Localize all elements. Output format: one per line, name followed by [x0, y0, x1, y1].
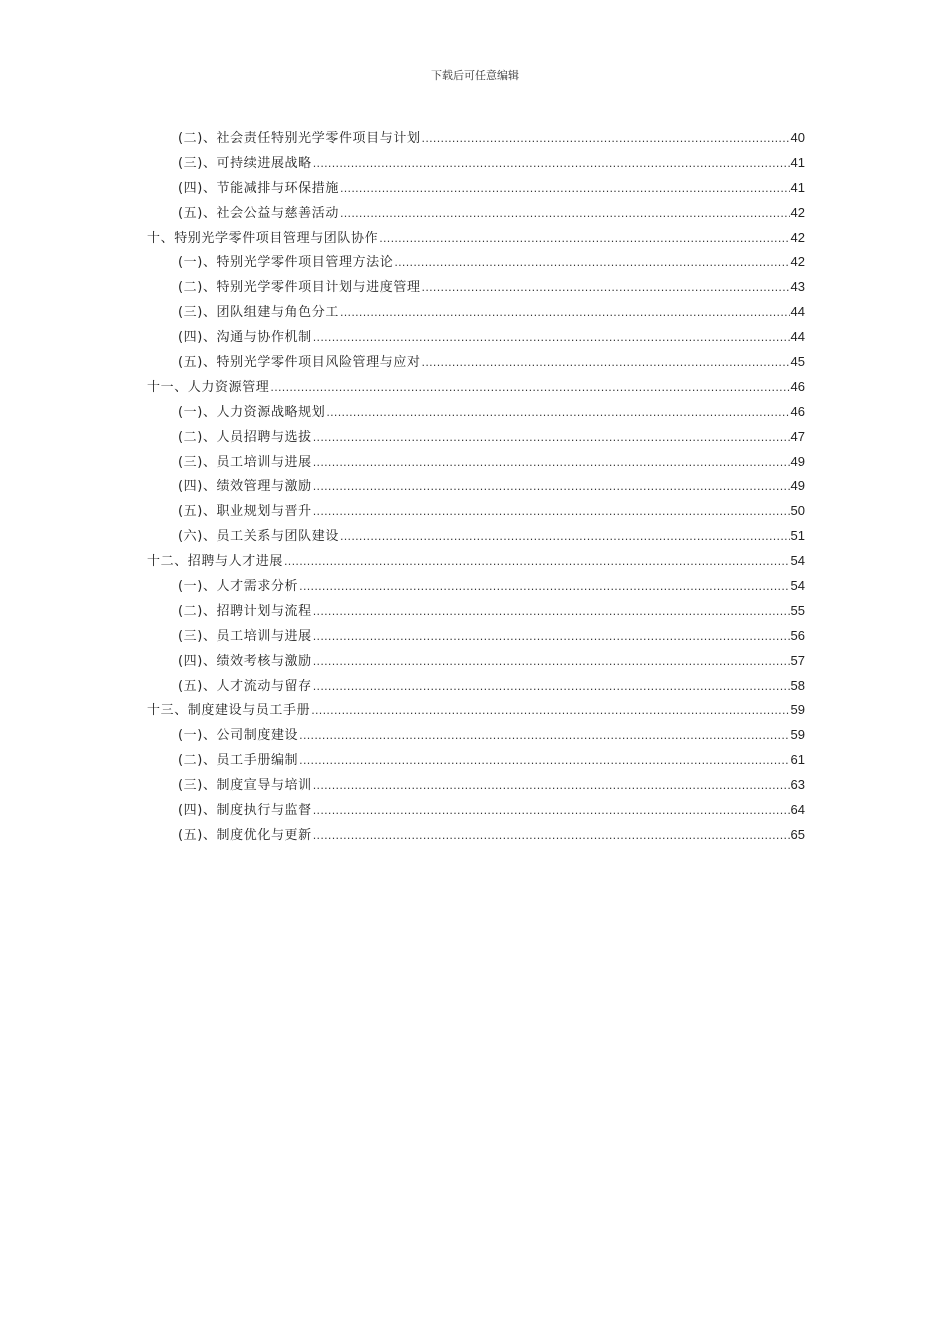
- toc-section-entry[interactable]: [147, 126, 805, 151]
- toc-page-number: 57: [790, 652, 805, 668]
- toc-entry-label: (二)、人员招聘与选拔: [178, 429, 312, 445]
- toc-section-entry[interactable]: [147, 624, 805, 649]
- toc-section-entry[interactable]: [147, 574, 805, 599]
- toc-page-number: 59: [790, 727, 805, 743]
- toc-dot-leader: [340, 202, 790, 227]
- toc-section-entry[interactable]: [147, 474, 805, 499]
- table-of-contents: [147, 126, 805, 848]
- toc-dot-leader: [313, 774, 790, 799]
- toc-entry-label: (二)、招聘计划与流程: [178, 603, 312, 619]
- toc-page-number: 55: [790, 602, 805, 618]
- toc-entry-label: (二)、社会责任特别光学零件项目与计划: [178, 131, 421, 146]
- toc-section-entry[interactable]: [147, 250, 805, 275]
- toc-dot-leader: [313, 475, 790, 500]
- page-header: 下载后可任意编辑: [431, 69, 519, 82]
- toc-page-number: 47: [790, 428, 805, 444]
- toc-entry-label: (四)、绩效考核与激励: [178, 653, 312, 669]
- toc-entry-label: 十二、招聘与人才进展: [147, 554, 284, 570]
- toc-dot-leader: [340, 301, 790, 326]
- toc-dot-leader: [340, 525, 790, 550]
- toc-dot-leader: [394, 251, 789, 276]
- toc-section-entry[interactable]: [147, 674, 805, 699]
- toc-section-entry[interactable]: [147, 350, 805, 375]
- toc-dot-leader: [313, 326, 790, 351]
- toc-page-number: 56: [790, 627, 805, 643]
- toc-page-number: 44: [790, 329, 805, 345]
- toc-entry-label: (五)、特别光学零件项目风险管理与应对: [178, 355, 421, 371]
- toc-dot-leader: [299, 575, 789, 600]
- toc-page-number: 43: [790, 279, 805, 295]
- toc-section-entry[interactable]: [147, 798, 805, 823]
- toc-entry-label: (四)、制度执行与监督: [178, 803, 312, 819]
- toc-section-entry[interactable]: [147, 275, 805, 300]
- toc-page-number: 49: [790, 453, 805, 469]
- toc-page-number: 58: [790, 677, 805, 693]
- toc-chapter-entry[interactable]: [147, 226, 805, 251]
- toc-page-number: 45: [790, 354, 805, 370]
- toc-chapter-entry[interactable]: [147, 549, 805, 574]
- toc-page-number: 54: [790, 553, 805, 569]
- toc-entry-label: (五)、制度优化与更新: [178, 827, 312, 843]
- toc-dot-leader: [313, 799, 790, 824]
- toc-entry-label: (四)、节能减排与环保措施: [178, 180, 339, 196]
- toc-section-entry[interactable]: [147, 400, 805, 425]
- toc-page-number: 42: [790, 229, 805, 245]
- toc-page-number: 54: [790, 578, 805, 594]
- toc-entry-label: (二)、员工手册编制: [178, 753, 299, 769]
- toc-dot-leader: [299, 749, 789, 774]
- toc-page-number: 64: [790, 802, 805, 818]
- toc-dot-leader: [340, 177, 790, 202]
- toc-entry-label: (一)、人才需求分析: [178, 579, 299, 595]
- toc-page-number: 49: [790, 478, 805, 494]
- toc-chapter-entry[interactable]: [147, 375, 805, 400]
- toc-section-entry[interactable]: [147, 151, 805, 176]
- toc-page-number: 46: [790, 403, 805, 419]
- toc-dot-leader: [326, 401, 789, 426]
- toc-dot-leader: [379, 227, 789, 252]
- toc-entry-label: (三)、团队组建与角色分工: [178, 305, 339, 321]
- toc-page-number: 42: [790, 204, 805, 220]
- toc-section-entry[interactable]: [147, 176, 805, 201]
- toc-dot-leader: [270, 376, 789, 401]
- toc-section-entry[interactable]: [147, 201, 805, 226]
- toc-entry-label: (三)、制度宣导与培训: [178, 778, 312, 794]
- toc-dot-leader: [284, 550, 790, 575]
- toc-page-number: 59: [790, 702, 805, 718]
- toc-dot-leader: [311, 699, 789, 724]
- toc-dot-leader: [299, 724, 789, 749]
- toc-section-entry[interactable]: [147, 425, 805, 450]
- toc-page-number: 65: [790, 826, 805, 842]
- toc-page-number: 46: [790, 378, 805, 394]
- toc-page-number: 40: [790, 130, 805, 145]
- toc-section-entry[interactable]: [147, 524, 805, 549]
- toc-page-number: 63: [790, 777, 805, 793]
- toc-entry-label: (二)、特别光学零件项目计划与进度管理: [178, 280, 421, 296]
- toc-entry-label: (一)、公司制度建设: [178, 728, 299, 744]
- toc-entry-label: (六)、员工关系与团队建设: [178, 529, 339, 545]
- toc-entry-label: 十、特别光学零件项目管理与团队协作: [147, 230, 379, 246]
- toc-dot-leader: [313, 650, 790, 675]
- toc-dot-leader: [313, 451, 790, 476]
- toc-dot-leader: [422, 276, 790, 301]
- toc-entry-label: (五)、社会公益与慈善活动: [178, 205, 339, 221]
- toc-page-number: 41: [790, 154, 805, 170]
- toc-section-entry[interactable]: [147, 773, 805, 798]
- toc-section-entry[interactable]: [147, 325, 805, 350]
- toc-entry-label: (一)、特别光学零件项目管理方法论: [178, 255, 394, 271]
- toc-section-entry[interactable]: [147, 300, 805, 325]
- toc-dot-leader: [422, 127, 790, 152]
- toc-section-entry[interactable]: [147, 723, 805, 748]
- toc-entry-label: (三)、员工培训与进展: [178, 628, 312, 644]
- toc-dot-leader: [313, 824, 790, 849]
- toc-entry-label: (一)、人力资源战略规划: [178, 404, 326, 420]
- toc-page-number: 41: [790, 179, 805, 195]
- toc-entry-label: (五)、人才流动与留存: [178, 678, 312, 694]
- toc-dot-leader: [313, 426, 790, 451]
- toc-dot-leader: [313, 500, 790, 525]
- toc-dot-leader: [313, 600, 790, 625]
- toc-section-entry[interactable]: [147, 450, 805, 475]
- toc-dot-leader: [313, 625, 790, 650]
- toc-page-number: 44: [790, 304, 805, 320]
- toc-section-entry[interactable]: [147, 748, 805, 773]
- toc-chapter-entry[interactable]: [147, 698, 805, 723]
- toc-entry-label: (三)、可持续进展战略: [178, 155, 312, 171]
- toc-page-number: 42: [790, 254, 805, 270]
- toc-section-entry[interactable]: [147, 599, 805, 624]
- toc-entry-label: (五)、职业规划与晋升: [178, 504, 312, 520]
- toc-entry-label: 十一、人力资源管理: [147, 379, 270, 395]
- toc-entry-label: (四)、沟通与协作机制: [178, 330, 312, 346]
- toc-section-entry[interactable]: [147, 823, 805, 848]
- toc-dot-leader: [422, 351, 790, 376]
- toc-entry-label: 十三、制度建设与员工手册: [147, 703, 311, 719]
- toc-entry-label: (三)、员工培训与进展: [178, 454, 312, 470]
- toc-entry-label: (四)、绩效管理与激励: [178, 479, 312, 495]
- toc-section-entry[interactable]: [147, 649, 805, 674]
- toc-dot-leader: [313, 675, 790, 700]
- toc-page-number: 51: [790, 528, 805, 544]
- toc-dot-leader: [313, 152, 790, 177]
- toc-page-number: 50: [790, 503, 805, 519]
- toc-section-entry[interactable]: [147, 499, 805, 524]
- toc-page-number: 61: [790, 752, 805, 768]
